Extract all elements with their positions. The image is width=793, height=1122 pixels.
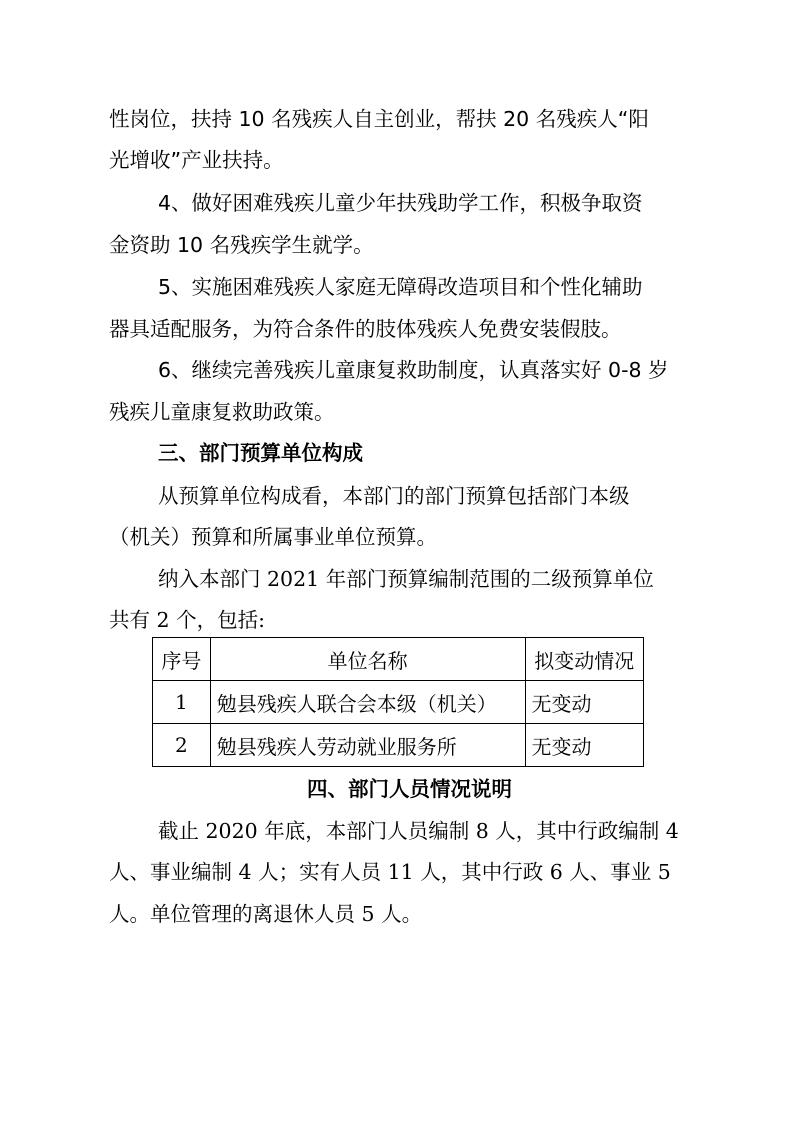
- paragraph-line: 5、实施困难残疾人家庭无障碍改造项目和个性化辅助: [158, 275, 643, 299]
- table-cell: 勉县残疾人劳动就业服务所: [210, 724, 525, 767]
- table-row: [153, 724, 644, 767]
- table-header-cell: 序号: [153, 638, 211, 681]
- table-header-cell: 单位名称: [210, 638, 525, 681]
- paragraph-line: 性岗位，扶持 10 名残疾人自主创业，帮扶 20 名残疾人“阳: [109, 107, 649, 131]
- table-header-cell: 拟变动情况: [525, 638, 643, 681]
- budget-units-table: [152, 637, 644, 767]
- paragraph-line: 人。单位管理的离退休人员 5 人。: [109, 902, 423, 926]
- paragraph-line: 光增收”产业扶持。: [109, 148, 284, 172]
- paragraph-line: 共有 2 个，包括:: [109, 608, 265, 632]
- table-cell: 无变动: [525, 724, 643, 767]
- section-heading: 三、部门预算单位构成: [158, 441, 363, 465]
- paragraph-line: 4、做好困难残疾儿童少年扶残助学工作，积极争取资: [158, 191, 643, 215]
- table-cell: 2: [153, 724, 211, 767]
- section-heading: 四、部门人员情况说明: [307, 777, 512, 801]
- paragraph-line: （机关）预算和所属事业单位预算。: [109, 525, 437, 549]
- paragraph-line: 截止 2020 年底，本部门人员编制 8 人，其中行政编制 4: [158, 819, 679, 843]
- paragraph-line: 金资助 10 名残疾学生就学。: [109, 233, 374, 257]
- paragraph-line: 器具适配服务，为符合条件的肢体残疾人免费安装假肢。: [109, 317, 622, 341]
- paragraph-line: 残疾儿童康复救助政策。: [109, 400, 335, 424]
- table-cell: 无变动: [525, 681, 643, 724]
- table-cell: 勉县残疾人联合会本级（机关）: [210, 681, 525, 724]
- paragraph-line: 纳入本部门 2021 年部门预算编制范围的二级预算单位: [158, 567, 654, 591]
- table-row: [153, 681, 644, 724]
- table-cell: 1: [153, 681, 211, 724]
- table-header-row: [153, 638, 644, 681]
- paragraph-line: 6、继续完善残疾儿童康复救助制度，认真落实好 0-8 岁: [158, 358, 669, 382]
- paragraph-line: 人、事业编制 4 人；实有人员 11 人，其中行政 6 人、事业 5: [109, 860, 671, 884]
- paragraph-line: 从预算单位构成看，本部门的部门预算包括部门本级: [158, 484, 630, 508]
